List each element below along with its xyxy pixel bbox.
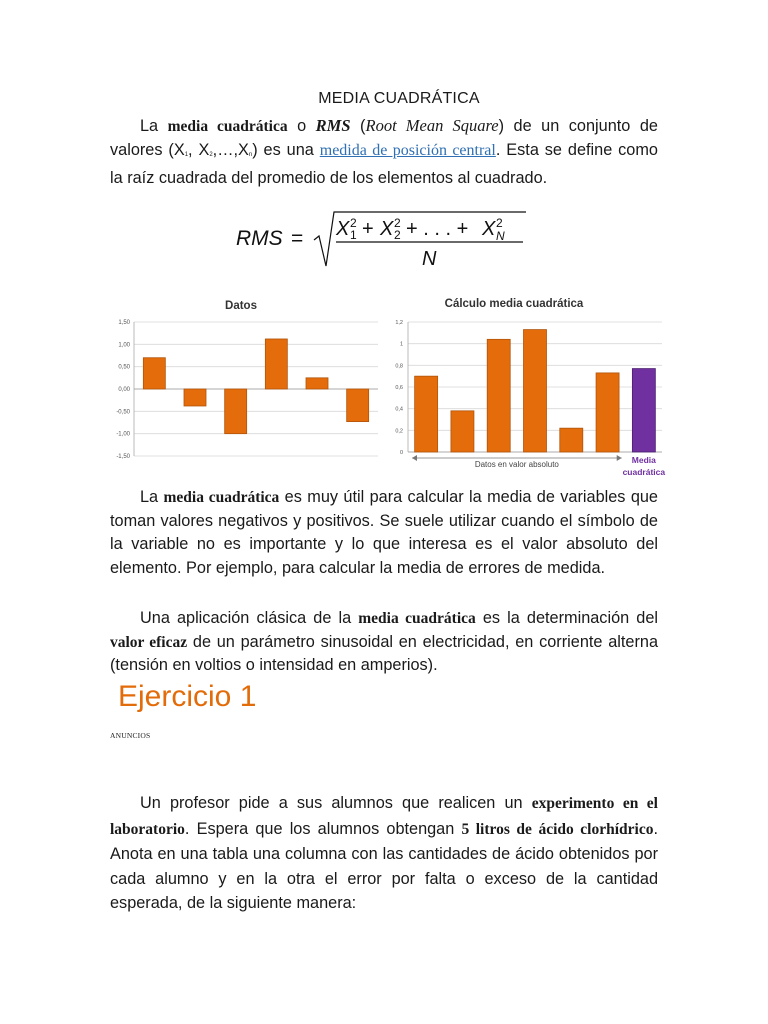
bar xyxy=(451,411,474,452)
arrow-head-right xyxy=(617,455,622,461)
rms-formula xyxy=(236,202,536,272)
mean-label: Media xyxy=(631,455,656,465)
chart-datos xyxy=(108,294,384,464)
svg-text:=: = xyxy=(291,227,304,250)
x-axis-label: Datos en valor absoluto xyxy=(474,460,559,469)
svg-text:2: 2 xyxy=(394,216,401,230)
y-tick-label: 1,2 xyxy=(395,320,403,326)
svg-text:+ . . . +: + . . . + xyxy=(406,218,469,240)
chart-title: Cálculo media cuadrática xyxy=(444,298,584,310)
bar xyxy=(347,389,369,422)
y-tick-label: 0 xyxy=(399,450,403,456)
y-tick-label: 1,50 xyxy=(118,320,130,326)
svg-text:X: X xyxy=(380,218,394,240)
y-tick-label: -1,00 xyxy=(116,431,130,438)
exercise-heading: Ejercicio 1 xyxy=(118,680,257,713)
ads-label: ANUNCIOS xyxy=(110,731,151,740)
bar xyxy=(184,389,206,406)
intro-paragraph: La media cuadrática o RMS (Root Mean Square) de un conjunto de valores ($X_1$, $X_2,\dots,X_n$) es una medida de posición central. Esta se define como la raíz cuadrada del promedio de los elementos al cuadrado. xyxy=(110,116,658,188)
svg-text:RMS: RMS xyxy=(236,227,283,250)
central-position-link[interactable]: medida de posición central xyxy=(319,141,496,159)
y-tick-label: -1,50 xyxy=(116,454,130,460)
bar xyxy=(306,378,328,389)
y-tick-label: 0,4 xyxy=(395,406,403,413)
paragraph-exercise: Un profesor pide a sus alumnos que realicen un experimento en el laboratorio. Espera que los alumnos obtengan 5 litros de ácido clorhídrico. Anota en una tabla una columna con las cantidades de ácido obtenidos por cada alumno y en la otra el error por falta o exceso de la cantidad esperada, de la siguiente manera: xyxy=(110,794,658,912)
svg-text:X: X xyxy=(336,218,350,240)
rms-formula-svg xyxy=(236,202,536,272)
y-tick-label: 0,6 xyxy=(395,385,403,391)
arrow-head-left xyxy=(412,455,417,461)
formula-denominator: N xyxy=(422,248,437,270)
svg-text:+: + xyxy=(362,218,374,240)
mean-bar xyxy=(632,369,655,452)
chart-media-cuadratica-svg xyxy=(384,294,674,484)
bar xyxy=(596,373,619,452)
y-tick-label: -0,50 xyxy=(116,409,130,416)
bar xyxy=(524,330,547,452)
mean-label: cuadrática xyxy=(622,467,666,477)
document-title: MEDIA CUADRÁTICA xyxy=(318,90,480,107)
paragraph-usefulness: La media cuadrática es muy útil para calcular la media de variables que toman valores negativos y positivos. Se suele utilizar cuando el símbolo de la variable no es importante y lo que interesa es el valor absoluto del elemento. Por ejemplo, para calcular la media de errores de medida. xyxy=(110,488,658,577)
y-tick-label: 0,2 xyxy=(395,428,403,435)
y-tick-label: 0,8 xyxy=(395,363,403,370)
svg-text:2: 2 xyxy=(350,216,357,230)
bar xyxy=(487,339,510,452)
svg-text:2: 2 xyxy=(496,216,503,230)
bar xyxy=(560,428,583,452)
chart-datos-svg xyxy=(108,294,384,464)
paragraph-application: Una aplicación clásica de la media cuadrática es la determinación del valor eficaz de un parámetro sinusoidal en electricidad, en corriente alterna (tensión en voltios o intensidad en amperios). xyxy=(110,609,658,675)
svg-text:X: X xyxy=(482,218,496,240)
chart-title: Datos xyxy=(225,300,257,312)
bar xyxy=(415,376,438,452)
bar xyxy=(265,339,287,389)
y-tick-label: 1 xyxy=(399,341,403,348)
svg-text:1: 1 xyxy=(350,228,357,242)
y-tick-label: 1,00 xyxy=(118,342,130,349)
svg-text:2: 2 xyxy=(394,228,401,242)
y-tick-label: 0,50 xyxy=(118,364,130,371)
svg-text:N: N xyxy=(496,229,505,243)
y-tick-label: 0,00 xyxy=(118,387,130,393)
bar xyxy=(225,389,247,434)
bar xyxy=(143,358,165,389)
chart-media-cuadratica xyxy=(384,294,674,484)
